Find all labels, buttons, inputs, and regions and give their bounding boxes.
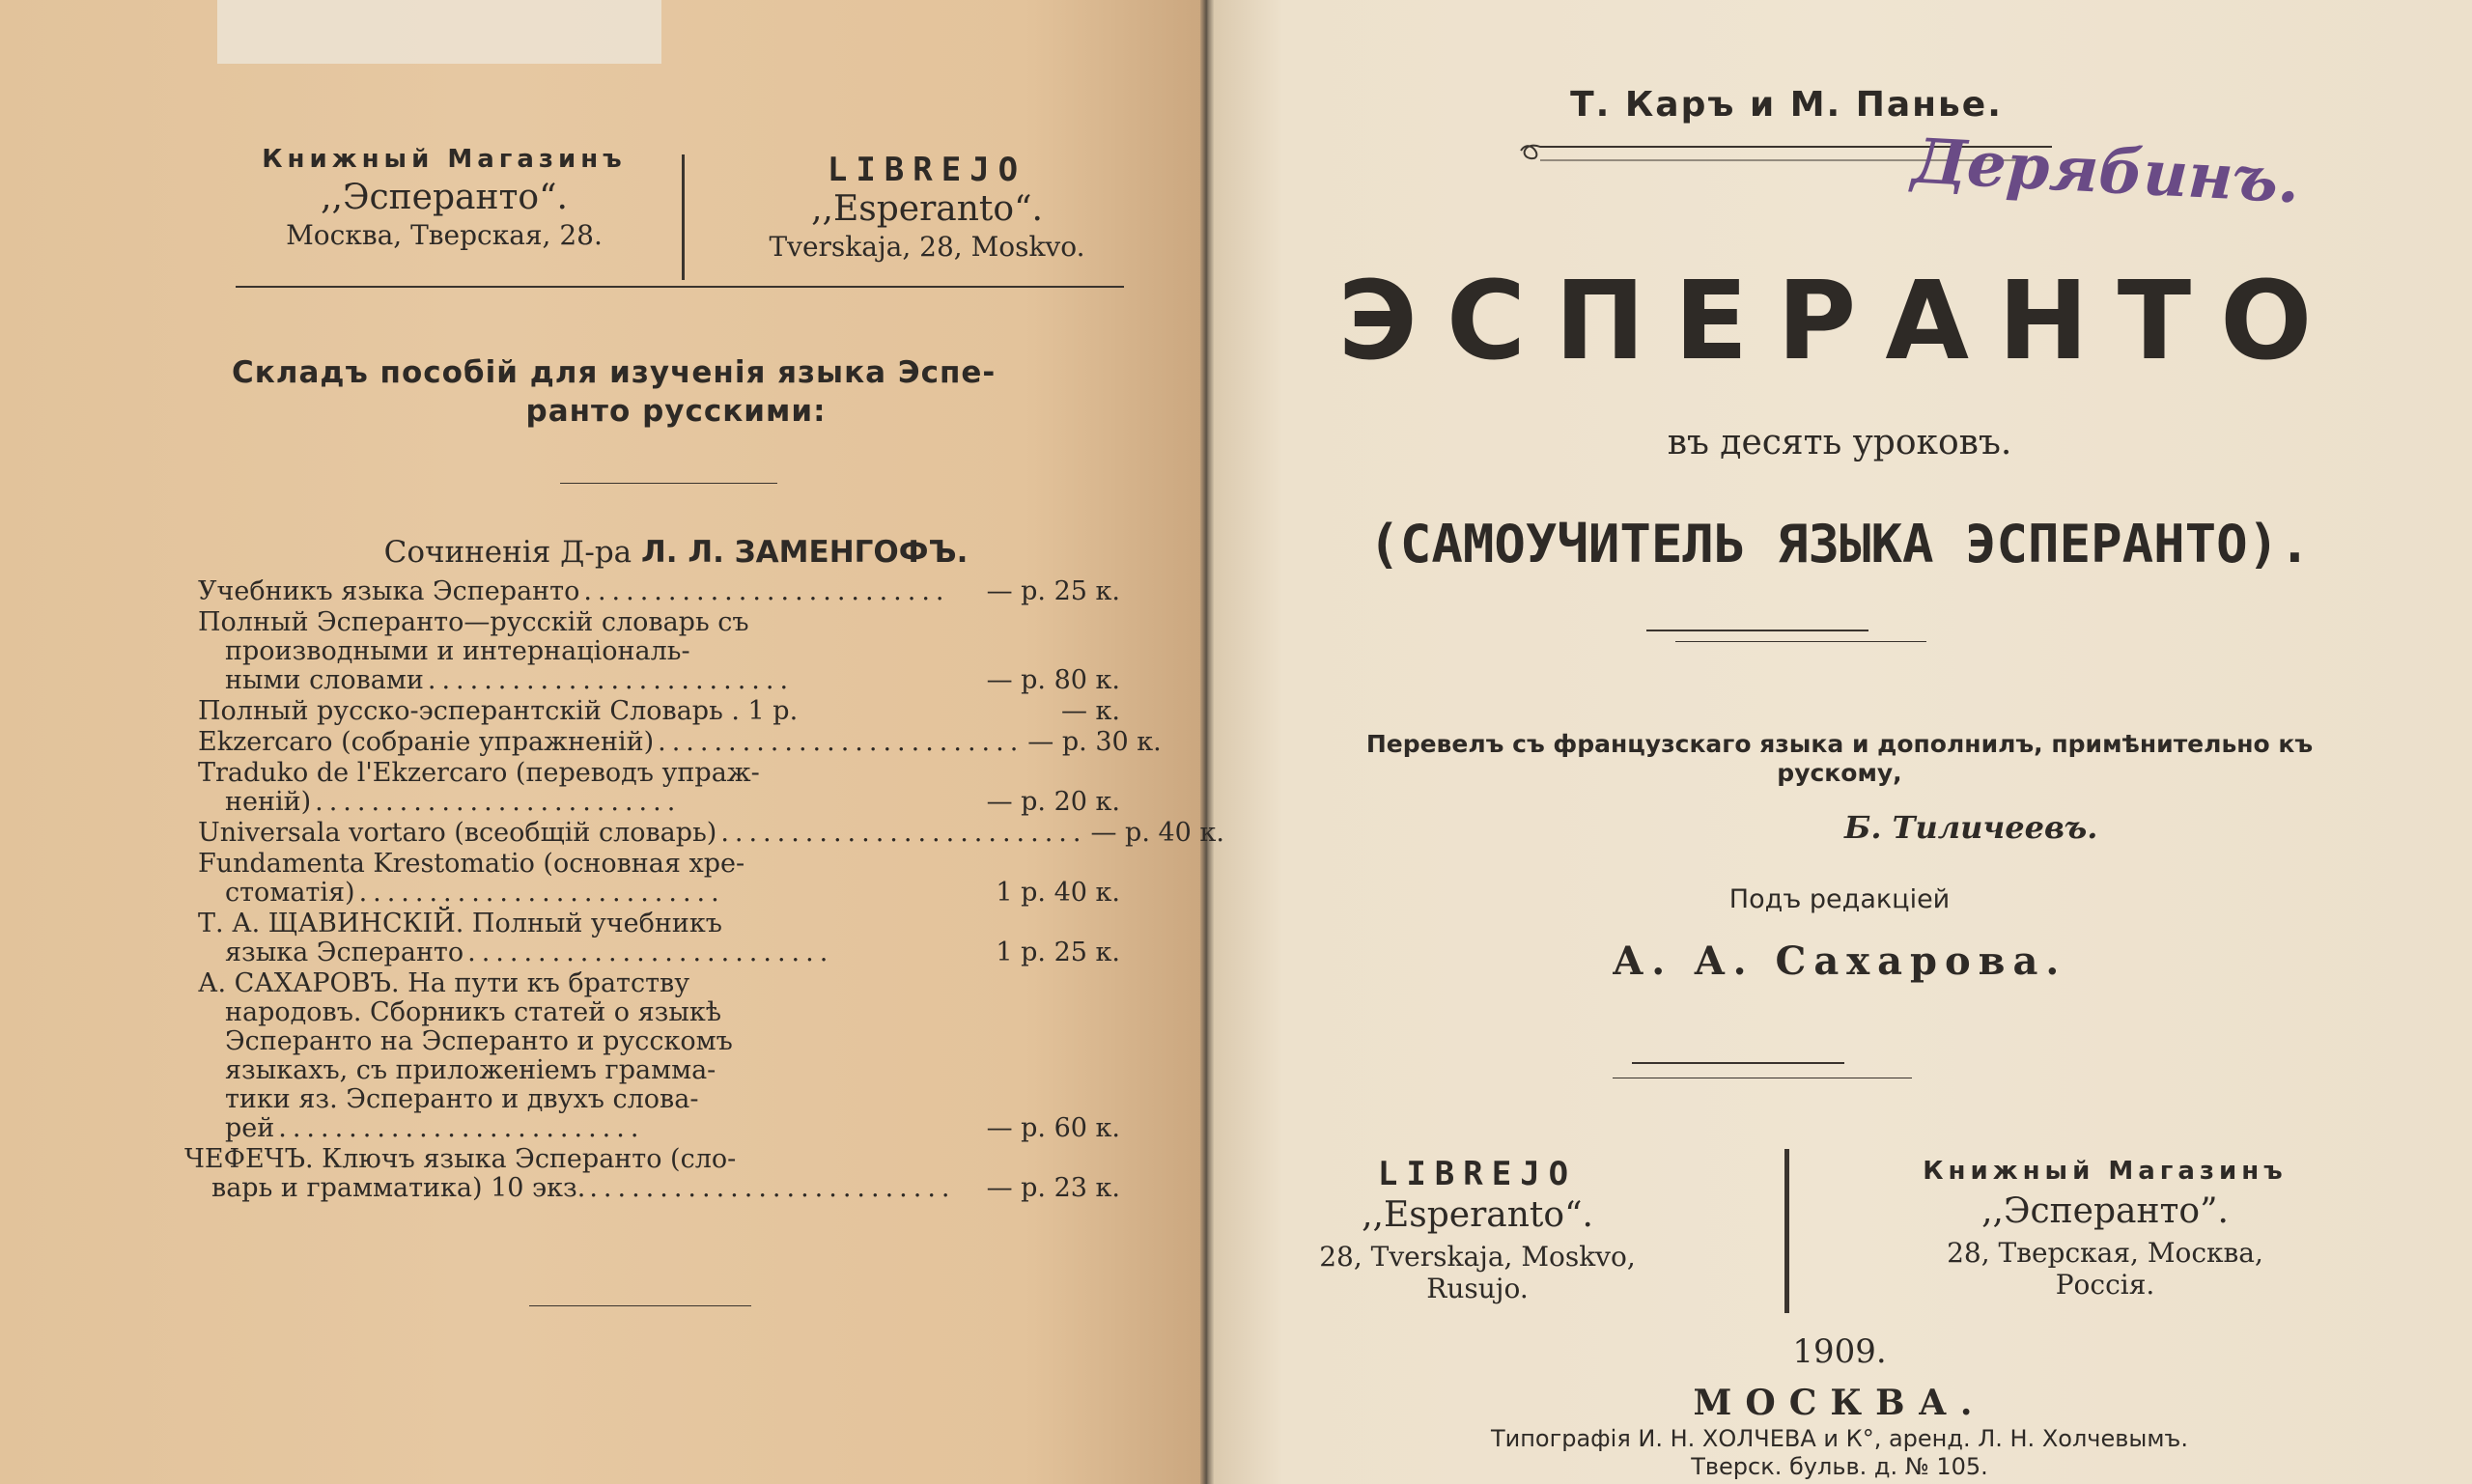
left-shop-eo-name: LIBREJO <box>827 151 1027 189</box>
entry-text: народовъ. Сборникъ статей о языкѣ <box>225 997 722 1027</box>
book-entry: Fundamenta Krestomatio (основная хре- стоматія) .......................... 1 р. 40 к. <box>198 849 1120 908</box>
book-entry: А. САХАРОВЪ. На пути къ братству народовъ. Сборникъ статей о языкѣ Эсперанто на Эсперанто и русскомъ языкахъ, съ приложеніемъ грамма- тики яз. Эсперанто и двухъ слова- рей .......................... — р. 60 к. <box>198 968 1120 1143</box>
left-shop-eo-title: ,,Esperanto“. <box>811 189 1043 229</box>
left-heading-line1: Складъ пособій для изученія языка Эспе- <box>232 355 997 390</box>
entry-price: — к. <box>1060 696 1120 726</box>
right-shop-ru-country: Россія. <box>2055 1269 2155 1301</box>
book-title: ЭСПЕРАНТО <box>1337 259 2342 384</box>
left-shop-ru <box>222 145 666 251</box>
right-shop-eo-name: LIBREJO <box>1377 1155 1578 1193</box>
translator-name: Б. Тиличеевъ. <box>1844 809 2098 846</box>
book-entry: Universala vortaro (всеобщій словарь) .......................... — р. 40 к. <box>198 818 1224 848</box>
entry-text: Universala vortaro (всеобщій словарь) <box>198 818 717 848</box>
entry-price: — р. 25 к. <box>986 576 1120 606</box>
entry-text: неній) <box>225 787 312 817</box>
book-entry: Ekzercaro (собраніе упражненій) .......................... — р. 30 к. <box>198 727 1162 757</box>
entry-text: рей <box>225 1113 275 1143</box>
printer-line1: Типографія И. Н. ХОЛЧЕВА и К°, аренд. Л. Н. Холчевымъ. <box>1490 1425 2189 1452</box>
entry-text: производными и интернаціональ- <box>225 636 690 666</box>
book-entry <box>198 697 1120 726</box>
entry-text: языкахъ, съ приложеніемъ грамма- <box>225 1055 716 1085</box>
right-shop-ru-name: Книжный Магазинъ <box>1923 1157 2288 1186</box>
entry-text: тики яз. Эсперанто и двухъ слова- <box>225 1084 699 1114</box>
paper-tape-patch <box>217 0 661 64</box>
left-shop-eo-address: Tverskaja, 28, Moskvo. <box>769 231 1085 263</box>
entry-text: Учебникъ языка Эсперанто <box>198 576 580 606</box>
book-entry: ЧЕФЕЧЪ. Ключъ языка Эсперанто (сло- варь и грамматика) 10 экз. .......................... — р. 23 к. <box>184 1144 1120 1203</box>
works-title <box>232 535 1120 570</box>
left-bottom-rule <box>529 1305 751 1306</box>
book-entry: Т. А. ЩАВИНСКІЙ. Полный учебникъ языка Эсперанто .......................... 1 р. 25 к. <box>198 909 1120 967</box>
editor-name: А. А. Сахарова. <box>1612 938 2067 984</box>
left-header-divider <box>682 154 685 280</box>
book-entry: Учебникъ языка Эсперанто .......................... — р. 25 к. <box>198 576 1120 606</box>
entry-price: — р. 40 к. <box>1090 818 1224 848</box>
right-shop-ru-title: ,,Эсперанто”. <box>1981 1191 2229 1231</box>
entry-text: Полный русско-эсперантскій Словарь . 1 р. <box>198 696 799 726</box>
subtitle-lessons: въ десять уроковъ. <box>1667 423 2012 462</box>
entry-price: — р. 30 к. <box>1027 727 1162 757</box>
entry-price: 1 р. 25 к. <box>996 938 1120 967</box>
entry-text: Эсперанто на Эсперанто и русскомъ <box>225 1026 733 1056</box>
entry-text: стоматія) <box>225 878 355 908</box>
subtitle-selfteacher: (САМОУЧИТЕЛЬ ЯЗЫКА ЭСПЕРАНТО). <box>1368 514 2311 574</box>
translation-line1: Перевелъ съ французскаго языка и дополнилъ, примѣнительно къ <box>1365 730 2314 758</box>
left-shop-ru-name: Книжный Магазинъ <box>262 145 627 174</box>
publication-year: 1909. <box>1792 1332 1887 1371</box>
entry-text: Ekzercaro (собраніе упражненій) <box>198 727 655 757</box>
translation-line2: рускому, <box>1777 759 1902 787</box>
entry-text: языка Эсперанто <box>225 938 464 967</box>
book-list <box>184 576 1224 1203</box>
left-heading-rule <box>560 483 777 484</box>
book-spine <box>1200 0 1214 1484</box>
editor-label: Подъ редакціей <box>1728 884 1951 914</box>
left-shop-ru-address: Москва, Тверская, 28. <box>286 219 603 251</box>
entry-text: ными словами <box>225 665 424 695</box>
entry-price: 1 р. 40 к. <box>996 878 1120 908</box>
entry-price: — р. 80 к. <box>986 665 1120 695</box>
left-heading-line2: ранто русскими: <box>525 394 827 429</box>
left-shop-eo <box>715 151 1139 263</box>
entry-price: — р. 60 к. <box>986 1113 1120 1143</box>
right-shop-eo <box>1255 1155 1700 1304</box>
entry-text: Т. А. ЩАВИНСКІЙ. Полный учебникъ <box>198 909 722 938</box>
entry-text: Fundamenta Krestomatio (основная хре- <box>198 849 745 879</box>
works-prefix: Сочиненія Д-ра <box>383 535 632 570</box>
authors: Т. Каръ и М. Панье. <box>1570 85 2003 125</box>
entry-text: варь и грамматика) 10 экз. <box>211 1173 586 1203</box>
entry-text: Полный Эсперанто—русскій словарь съ <box>198 607 749 637</box>
right-footer-divider <box>1784 1149 1789 1313</box>
works-author: Л. Л. ЗАМЕНГОФЪ. <box>641 535 969 570</box>
entry-text: А. САХАРОВЪ. На пути къ братству <box>198 968 690 998</box>
entry-price: — р. 20 к. <box>986 787 1120 817</box>
publication-city: МОСКВА. <box>1693 1383 1986 1423</box>
owner-signature: Дерябинъ. <box>1910 125 2302 218</box>
right-shop-eo-address: 28, Tverskaja, Moskvo, <box>1319 1241 1636 1273</box>
left-header-rule <box>236 286 1124 288</box>
right-shop-ru <box>1864 1157 2346 1301</box>
title-rule-1 <box>1646 630 1868 631</box>
editor-rule-1 <box>1632 1062 1844 1064</box>
entry-text: Traduko de l'Ekzercaro (переводъ упраж- <box>198 758 760 788</box>
title-rule-2 <box>1675 641 1926 642</box>
entry-price: — р. 23 к. <box>986 1173 1120 1203</box>
right-shop-eo-country: Rusujo. <box>1426 1273 1529 1304</box>
printer-line2: Тверск. бульв. д. № 105. <box>1691 1453 1988 1480</box>
entry-text: ЧЕФЕЧЪ. Ключъ языка Эсперанто (сло- <box>184 1144 737 1174</box>
book-entry: Полный Эсперанто—русскій словарь съ производными и интернаціональ- ными словами .......................... — р. 80 к. <box>198 607 1120 695</box>
book-entry: Traduko de l'Ekzercaro (переводъ упраж- неній) .......................... — р. 20 к. <box>198 758 1120 817</box>
left-shop-ru-title: ,,Эсперанто“. <box>321 178 568 217</box>
right-shop-eo-title: ,,Esperanto“. <box>1362 1195 1593 1235</box>
right-shop-ru-address: 28, Тверская, Москва, <box>1947 1237 2263 1269</box>
